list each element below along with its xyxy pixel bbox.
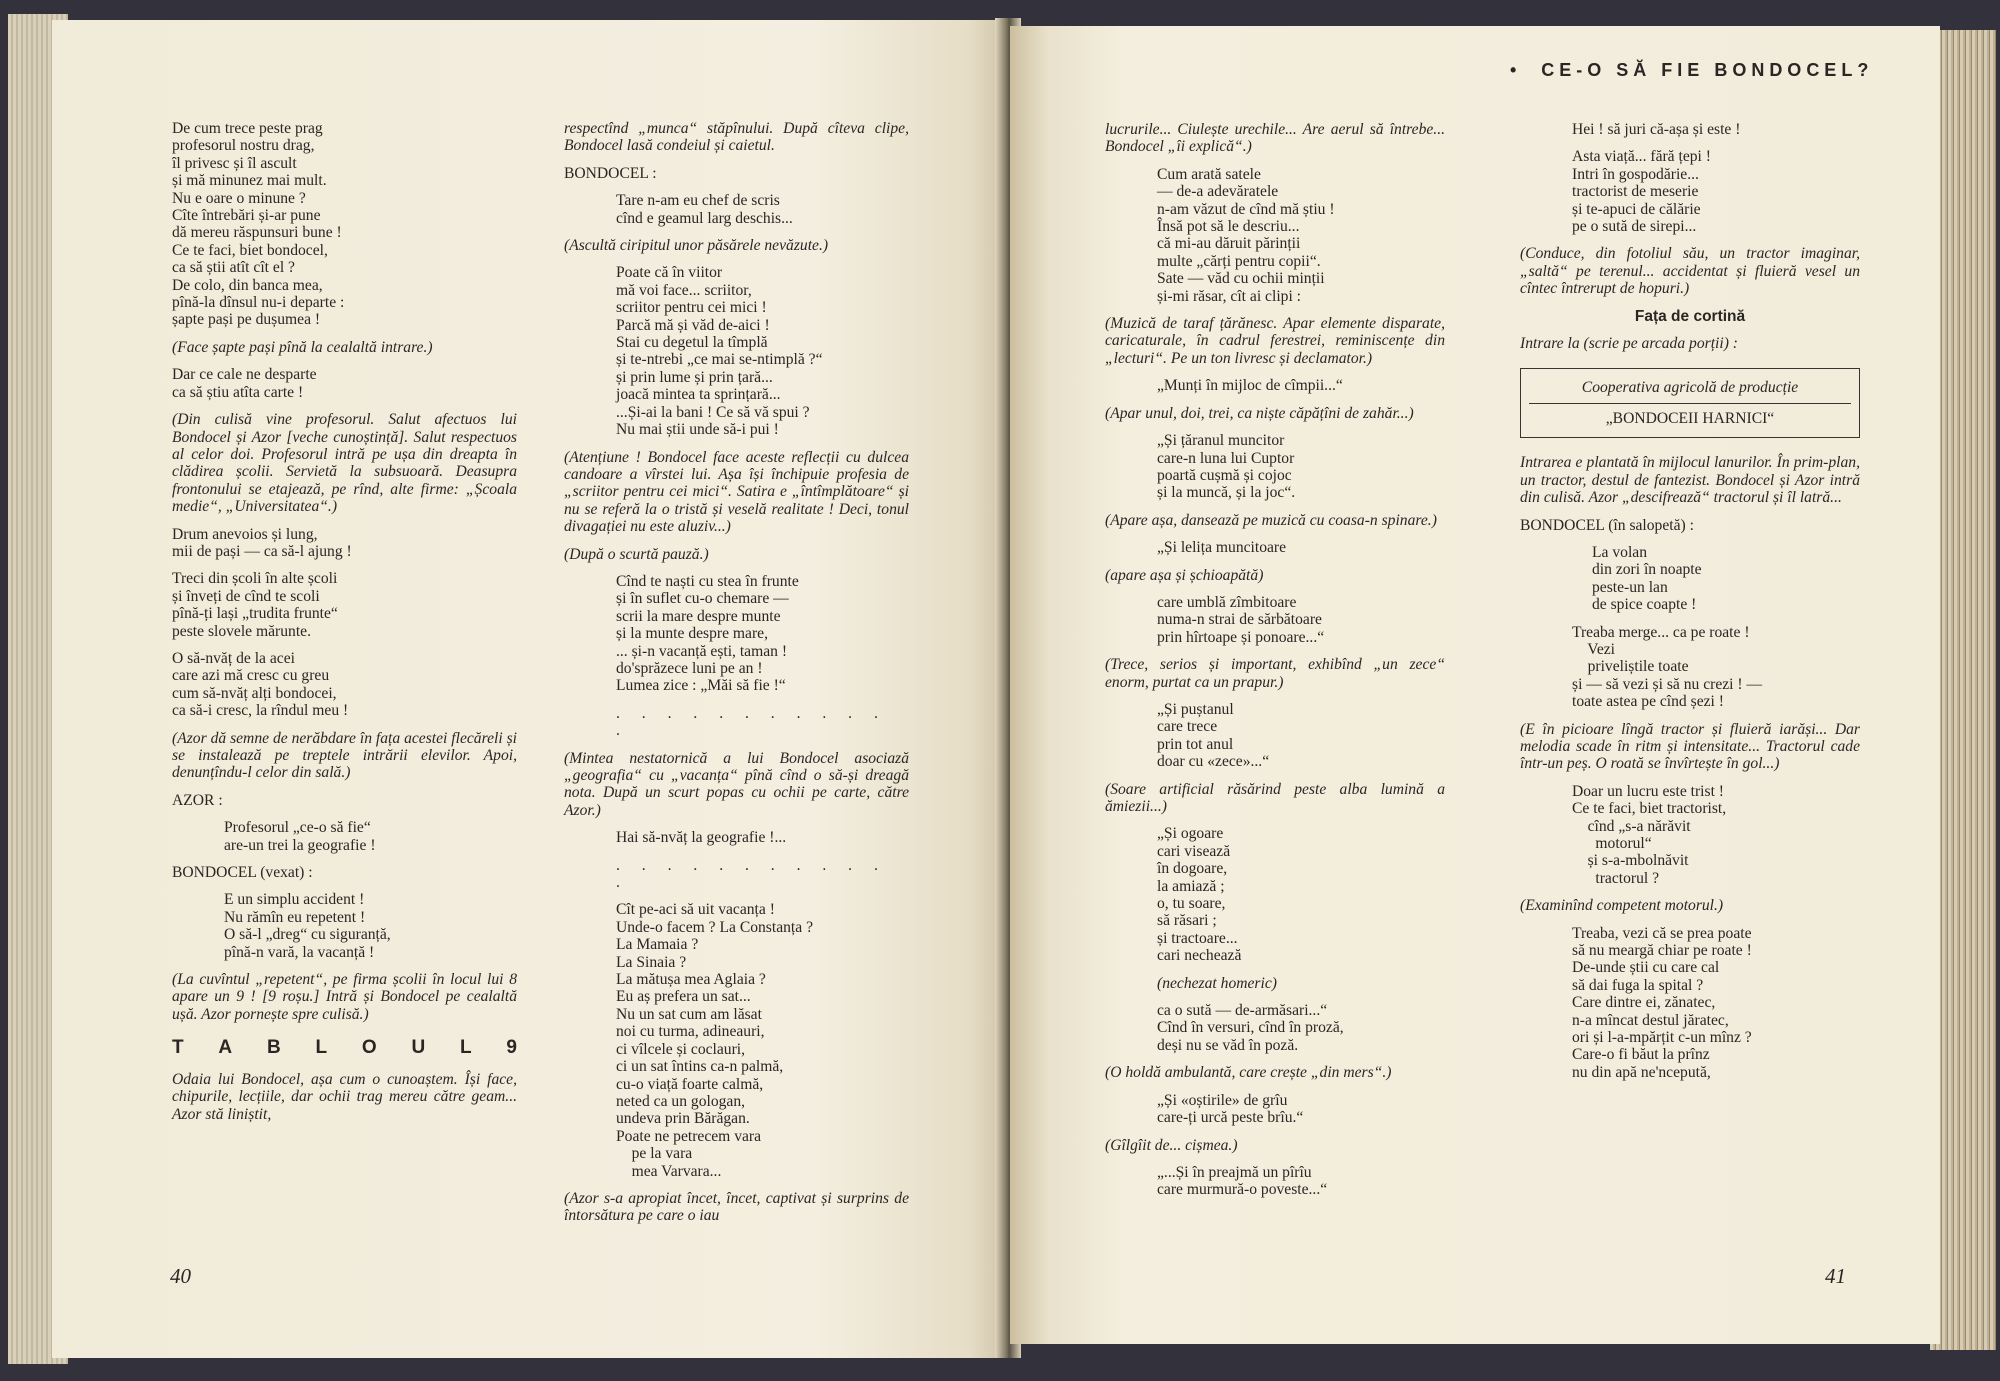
- block-spacer: [1520, 235, 1860, 245]
- block-spacer: [1105, 156, 1445, 166]
- verse-stanza: Drum anevoios și lung, mii de pași — ca să-l ajung !: [172, 525, 352, 560]
- block-spacer: [1520, 773, 1860, 783]
- stage-direction: (Ascultă ciripitul unor păsărele nevăzute.): [564, 237, 829, 255]
- verse-stanza: „Și țăranul muncitor care-n luna lui Cuptor poartă cușmă și cojoc și la muncă, și la joc“.: [1157, 432, 1296, 502]
- block-spacer: [564, 439, 909, 449]
- verse-stanza: care umblă zîmbitoare numa-n strai de sărbătoare prin hîrtoape și ponoare...“: [1157, 593, 1325, 646]
- stage-direction: (Apare așa, dansează pe muzică cu coasa-n spinare.): [1105, 511, 1437, 529]
- block-spacer: [1520, 138, 1860, 148]
- block-spacer: [1520, 352, 1860, 362]
- verse-stanza: Tare n-am eu chef de scris cînd e geamul larg deschis...: [616, 192, 793, 227]
- verse-stanza: „Și lelița muncitoare: [1157, 539, 1287, 557]
- stage-direction: (Conduce, din fotoliul său, un tractor imaginar, „saltă“ pe terenul... accidentat și fluieră vesel un cîntec întrerupt de hopuri.): [1520, 245, 1860, 298]
- block-spacer: [172, 809, 517, 819]
- stage-direction: lucrurile... Ciulește urechile... Are aerul să întrebe... Bondocel „îi explică“.): [1105, 121, 1445, 156]
- block-spacer: [172, 720, 517, 730]
- stage-direction: (Examinînd competent motorul.): [1520, 897, 1724, 915]
- tableau-letter: L: [315, 1037, 328, 1059]
- block-spacer: [1520, 1081, 1860, 1091]
- stage-direction: (Atențiune ! Bondocel face aceste reflecții cu dulcea candoare a vîrstei lui. Așa își închipuie profesia de „scriitor pentru cei mici“. Satira e „întîmplătoare“ și nu se referă la o tristă și veselă realitate ! Deci, tonul divagației nu este aluziv...): [564, 448, 909, 536]
- verse-stanza: Doar un lucru este trist ! Ce te faci, biet tractorist, cînd „s-a nărăvit motorul“ și s-a-mbolnăvit tractorul ?: [1572, 782, 1727, 887]
- block-spacer: [1520, 444, 1860, 454]
- speaker-name: AZOR :: [172, 791, 223, 809]
- stage-direction: (La cuvîntul „repetent“, pe firma școlii în locul lui 8 apare un 9 ! [9 roșu.] Intră și Bondocel pe cealaltă ușă. Azor pornește spre culisă.): [172, 971, 517, 1023]
- verse-stanza: Cînd te naști cu stea în frunte și în suflet cu-o chemare — scrii la mare despre munte și la munte despre mare, ... și-n vacanță ești, taman ! do'sprăzece luni pe an ! Lumea zice : „Măi să fie !“: [616, 572, 799, 695]
- block-spacer: [1520, 534, 1860, 544]
- block-spacer: [1105, 584, 1445, 594]
- verse-stanza: Poate că în viitor mă voi face... scriitor, scriitor pentru cei mici ! Parcă mă și văd de-aici ! Stai cu degetul la tîmplă și te-ntrebi „ce mai se-ntimplă ?“ și prin lume și prin țară... joacă mintea ta sprințară... ...Și-ai la bani ! Ce să vă spui ? Nu mai știi unde să-i pui !: [616, 264, 823, 439]
- block-spacer: [172, 854, 517, 864]
- block-spacer: [564, 254, 909, 264]
- verse-stanza: La volan din zori în noapte peste-un lan de spice coapte !: [1592, 543, 1702, 614]
- block-spacer: [564, 563, 909, 573]
- stage-direction: respectînd „munca“ stăpînului. După cîteva clipe, Bondocel lasă condeiul și caietul.: [564, 120, 909, 155]
- block-spacer: [172, 401, 517, 411]
- block-spacer: [1105, 1127, 1445, 1137]
- verse-stanza: Hei ! să juri că-așa și este !: [1572, 121, 1741, 138]
- block-spacer: [172, 881, 517, 891]
- block-spacer: [1520, 915, 1860, 925]
- stage-direction: (Apar unul, doi, trei, ca niște căpățîni de zahăr...): [1105, 404, 1414, 422]
- verse-stanza: Asta viață... fără țepi ! Intri în gospodărie... tractorist de meserie și te-apuci de călărie pe o sută de sirepi...: [1572, 148, 1711, 236]
- stage-direction: (Din culisă vine profesorul. Salut afectuos lui Bondocel și Azor [veche cunoștință]. Salut respectuos al celor doi. Profesorul intră pe ușa din dreapta în clădirea școlii. Servietă la subsuoară. Deasupra frontonului se etajează, pe rînd, alte firme: „Școala medie“, „Universitatea“.): [172, 411, 517, 516]
- tableau-letter: L: [459, 1037, 472, 1059]
- verse-stanza: „Munți în mijloc de cîmpii...“: [1157, 377, 1343, 395]
- page-number-right: 41: [1825, 1264, 1846, 1288]
- tableau-letter: O: [361, 1037, 377, 1059]
- block-spacer: [564, 182, 909, 192]
- block-spacer: [564, 819, 909, 829]
- left-column-2: [564, 120, 909, 1235]
- block-spacer: [1105, 1054, 1445, 1064]
- block-spacer: [1520, 325, 1860, 335]
- stage-direction: Odaia lui Bondocel, așa cum o cunoaștem. Își face, chipurile, lecțiile, dar ochii trag mereu către geam... Azor stă liniștit,: [172, 1070, 517, 1123]
- block-spacer: [172, 560, 517, 570]
- block-spacer: [172, 1023, 517, 1033]
- block-spacer: [1105, 815, 1445, 825]
- block-spacer: [1105, 965, 1445, 975]
- block-spacer: [1520, 298, 1860, 308]
- block-spacer: [564, 1225, 909, 1235]
- gate-sign-line-2: „BONDOCEII HARNICI“: [1605, 409, 1775, 427]
- speaker-name: BONDOCEL :: [564, 164, 657, 182]
- running-head: • CE-O SĂ FIE BONDOCEL?: [1510, 60, 1874, 80]
- stage-direction: (După o scurtă pauză.): [564, 545, 709, 563]
- tableau-letter: A: [218, 1037, 233, 1059]
- verse-stanza: Hai să-nvăț la geografie !...: [616, 829, 787, 847]
- block-spacer: [172, 1123, 517, 1133]
- block-spacer: [564, 227, 909, 237]
- verse-stanza: „Și puștanul care trece prin tot anul doar cu «zece»...“: [1157, 700, 1270, 771]
- stage-direction: (Azor s-a apropiat încet, încet, captivat și surprins de întorsătura pe care o iau: [564, 1189, 909, 1225]
- block-spacer: [1105, 557, 1445, 567]
- stage-direction: (Muzică de taraf țărănesc. Apar elemente disparate, caricaturale, în cadrul ferestrei, reminiscențe din „lecturi“. Pe un ton livresc și declamator.): [1105, 315, 1445, 367]
- speaker-name: BONDOCEL (în salopetă) :: [1520, 516, 1694, 534]
- gate-sign-line-1: Cooperativa agricolă de producție: [1581, 379, 1799, 397]
- block-spacer: [1520, 711, 1860, 721]
- block-spacer: [564, 740, 909, 750]
- block-spacer: [564, 695, 909, 705]
- block-spacer: [1520, 614, 1860, 624]
- block-spacer: [1105, 1154, 1445, 1164]
- stage-direction: (Face șapte pași pînă la cealaltă intrare.): [172, 338, 433, 356]
- block-spacer: [564, 536, 909, 546]
- block-spacer: [564, 155, 909, 165]
- verse-stanza: Treci din școli în alte școli și înveți de cînd te scoli pînă-ți lași „trudita frunte“ peste slovele mărunte.: [172, 570, 338, 640]
- block-spacer: [1105, 502, 1445, 512]
- verse-stanza: Cît pe-aci să uit vacanța ! Unde-o facem ? La Constanța ? La Mamaia ? La Sinaia ? La mătușa mea Aglaia ? Eu aș prefera un sat... Nu un sat cum am lăsat noi cu turma, adineauri, ci vîlcele și coclauri, ci un sat întins ca-n palmă, cu-o viață foarte calmă, neted ca un gologan, undeva prin Bărăgan. Poate ne petrecem vara pe la vara mea Varvara...: [616, 901, 814, 1180]
- stage-direction: (Gîlgîit de... cișmea.): [1105, 1136, 1238, 1154]
- verse-stanza: De cum trece peste prag profesorul nostru drag, îl privesc și îl ascult și mă minunez mai mult. Nu e oare o minune ? Cîte întrebări și-ar pune dă mereu răspunsuri bune ! Ce te faci, biet bondocel, ca să știi atît cît el ? De colo, din banca mea, pînă-la dînsul nu-i departe : șapte pași pe dușumea !: [172, 120, 345, 329]
- tableau-letter: T: [172, 1037, 184, 1059]
- verse-stanza: Cum arată satele — de-a adevăratele n-am văzut de cînd mă știu ! Însă pot să le descriu... că mi-au dăruit părinții multe „cărți pentru copii“. Sate — văd cu ochii minții și-mi răsar, cît ai clipi :: [1157, 165, 1335, 305]
- tableau-letter: U: [411, 1037, 426, 1059]
- block-spacer: [1105, 529, 1445, 539]
- verse-stanza: „...Și în preajmă un pîrîu care murmură-o poveste...“: [1157, 1163, 1328, 1199]
- stage-direction: (Soare artificial răsărind peste alba lumină a ămiezii...): [1105, 780, 1445, 815]
- block-spacer: [1105, 422, 1445, 432]
- verse-stanza: „Și «oștirile» de grîu care-ți urcă peste brîu.“: [1157, 1091, 1304, 1127]
- speaker-name: BONDOCEL (vexat) :: [172, 864, 313, 882]
- block-spacer: [1105, 771, 1445, 781]
- ellipsis-divider: . . . . . . . . . . . .: [616, 704, 887, 740]
- verse-stanza: Treaba, vezi că se prea poate să nu meargă chiar pe roate ! De-unde știi cu care cal să dai fuga la spital ? Care dintre ei, zănatec, n-a mîncat destul jăratec, ori și l-a-mpărțit c-un mînz ? Care-o fi băut la prînz nu din apă ne'ncepută,: [1572, 924, 1752, 1081]
- verse-stanza: Profesorul „ce-o să fie“ are-un trei la geografie !: [224, 819, 376, 854]
- block-spacer: [172, 1061, 517, 1071]
- page-right: [1010, 26, 1940, 1344]
- stage-direction: (Azor dă semne de nerăbdare în fața acestei flecăreli și se instalează pe treptele intrării elevilor. Apoi, denunțîndu-l celor din sală.): [172, 729, 517, 782]
- page-number-left: 40: [170, 1264, 191, 1288]
- tableau-letter: 9: [506, 1037, 517, 1059]
- block-spacer: [1105, 992, 1445, 1002]
- block-spacer: [1520, 507, 1860, 517]
- ellipsis-divider: . . . . . . . . . . . .: [616, 856, 887, 892]
- verse-stanza: „Și ogoare cari visează în dogoare, la amiază ; o, tu soare, să răsari ; și tractoare... cari nechează: [1157, 825, 1242, 965]
- block-spacer: [172, 640, 517, 650]
- block-spacer: [564, 1180, 909, 1190]
- left-column-1: [172, 120, 517, 1133]
- block-spacer: [172, 782, 517, 792]
- right-column-2: [1520, 121, 1860, 1091]
- block-spacer: [1105, 395, 1445, 405]
- verse-stanza: E un simplu accident ! Nu rămîn eu repetent ! O să-l „dreg“ cu siguranță, pînă-n vară, la vacanță !: [224, 891, 391, 961]
- verse-stanza: O să-nvăț de la acei care azi mă cresc cu greu cum să-nvăț alți bondocei, ca să-i cresc, la rîndul meu !: [172, 649, 349, 720]
- block-spacer: [172, 329, 517, 339]
- block-spacer: [1105, 305, 1445, 315]
- block-spacer: [1105, 1082, 1445, 1092]
- verse-stanza: Dar ce cale ne desparte ca să știu atîta carte !: [172, 366, 317, 401]
- block-spacer: [564, 847, 909, 857]
- gate-sign-box: [1520, 368, 1860, 438]
- stage-direction: (nechezat homeric): [1157, 974, 1277, 992]
- verse-stanza: ca o sută — de-armăsari...“ Cînd în versuri, cînd în proză, deși nu se văd în poză.: [1157, 1002, 1344, 1054]
- stage-direction: (E în picioare lîngă tractor și fluieră iarăși... Dar melodia scade în ritm și intensitate... Tractorul cade într-un peș. O roată se învîrtește în gol...): [1520, 720, 1860, 773]
- block-spacer: [1520, 887, 1860, 897]
- tableau-heading: [172, 1037, 517, 1059]
- stage-direction: (Mintea nestatornică a lui Bondocel asociază „geografia“ cu „vacanța“ pînă cînd o să-și dreagă nota. După un scurt popas cu ochii pe carte, către Azor.): [564, 749, 909, 819]
- stage-direction: Intrare la (scrie pe arcada porții) :: [1520, 335, 1738, 353]
- block-spacer: [564, 891, 909, 901]
- section-title: Fața de cortină: [1634, 307, 1746, 325]
- block-spacer: [172, 356, 517, 366]
- stage-direction: (O holdă ambulantă, care crește „din mers“.): [1105, 1064, 1392, 1082]
- stage-direction: Intrarea e plantată în mijlocul lanurilor. În prim-plan, un tractor, destul de fantezist. Bondocel și Azor intră din culisă. Azor „descifrează“ tractorul și îl latră...: [1520, 454, 1860, 507]
- stage-direction: (Trece, serios și important, exhibînd „un zece“ enorm, purtat ca un prapur.): [1105, 656, 1445, 691]
- block-spacer: [1105, 1199, 1445, 1209]
- block-spacer: [1105, 646, 1445, 656]
- block-spacer: [172, 961, 517, 971]
- tableau-letter: B: [266, 1037, 281, 1059]
- stage-direction: (apare așa și șchioapătă): [1105, 566, 1264, 584]
- page-left: [52, 20, 1007, 1358]
- block-spacer: [172, 516, 517, 526]
- block-spacer: [1105, 367, 1445, 377]
- verse-stanza: Treaba merge... ca pe roate ! Vezi priveliștile toate și — să vezi și să nu crezi ! — toate astea pe cînd șezi !: [1572, 623, 1763, 711]
- block-spacer: [1105, 691, 1445, 701]
- gate-sign-divider: [1529, 403, 1851, 404]
- right-column-1: [1105, 121, 1445, 1209]
